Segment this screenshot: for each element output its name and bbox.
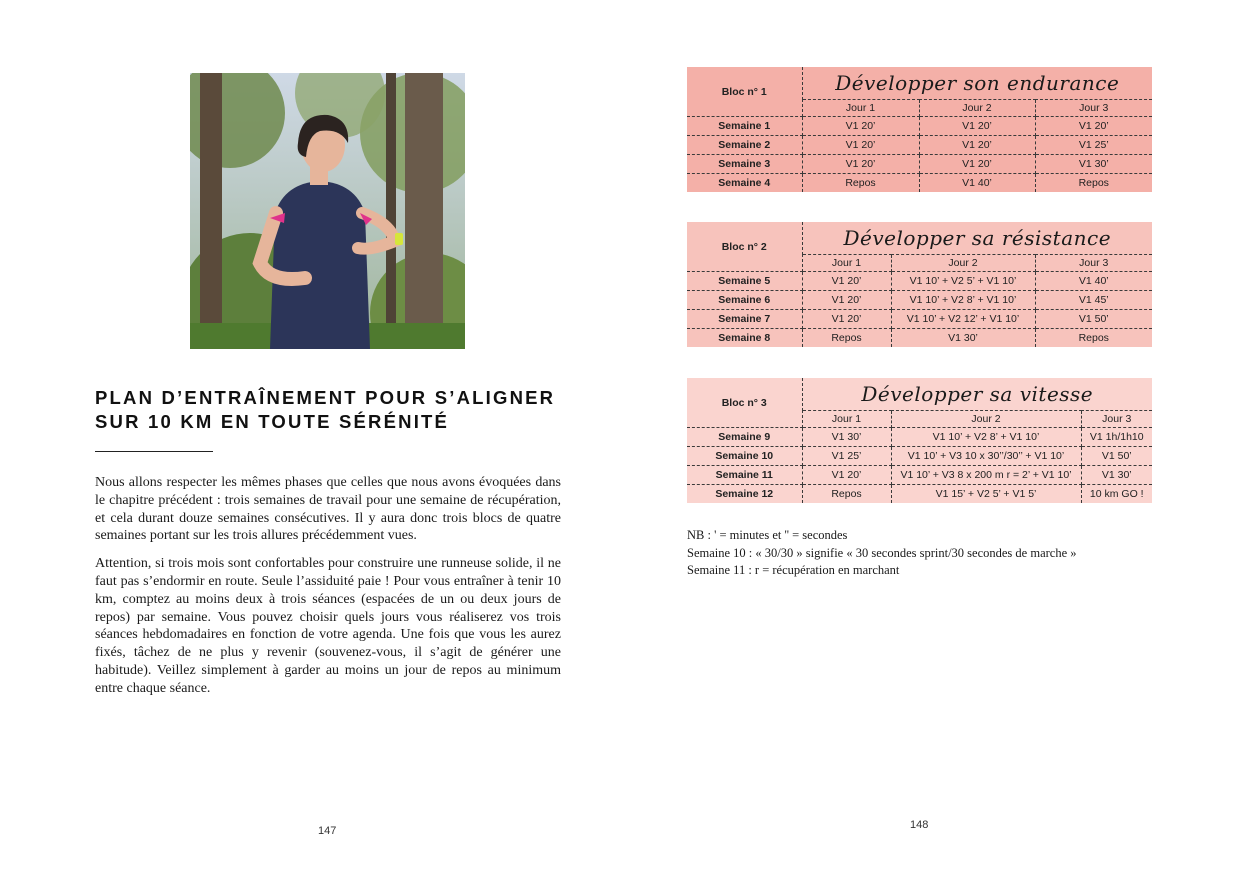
session-cell: V1 15’ + V2 5’ + V1 5’	[891, 485, 1081, 504]
day-header: Jour 3	[1081, 411, 1152, 428]
runner-photo	[190, 73, 465, 349]
session-cell: V1 45’	[1035, 291, 1152, 310]
title-line-1: PLAN D’ENTRAÎNEMENT POUR S’ALIGNER	[95, 387, 556, 408]
week-label: Semaine 9	[687, 428, 802, 447]
session-cell: V1 20’	[802, 291, 891, 310]
session-cell: V1 25’	[1035, 136, 1152, 155]
session-cell: V1 20’	[802, 272, 891, 291]
page-number-left: 147	[318, 825, 337, 837]
table-row	[687, 136, 1152, 155]
right-page	[625, 0, 1251, 871]
session-cell: V1 40’	[1035, 272, 1152, 291]
week-label: Semaine 7	[687, 310, 802, 329]
table-row	[687, 155, 1152, 174]
week-label: Semaine 12	[687, 485, 802, 504]
session-cell: V1 20’	[802, 310, 891, 329]
training-table-bloc-2	[687, 222, 1152, 347]
bloc-label: Bloc n° 1	[687, 67, 802, 117]
table-row	[687, 447, 1152, 466]
session-cell: V1 20’	[802, 155, 919, 174]
runner-photo-illustration	[190, 73, 465, 349]
week-label: Semaine 4	[687, 174, 802, 193]
paragraph-2: Attention, si trois mois sont confortables pour construire une runneuse solide, il ne faut pas s’endormir en route. Seule l’assiduité paie ! Pour vous entraîner à tenir 10 km, comptez au moins deux à trois séances (espacées de un ou deux jours de repos) par semaine. Vous pouvez choisir quels jours vous réaliserez vos trois séances hebdomadaires en fonction de votre agenda. Une fois que vous les aurez fixés, tâchez de ne plus y revenir (souvenez-vous, il s’agit de générer une habitude). Veillez simplement à garder au moins un jour de repos au minimum entre chaque séance.	[95, 556, 561, 696]
session-cell: V1 50’	[1081, 447, 1152, 466]
table-notes	[687, 527, 1207, 580]
day-header: Jour 1	[802, 100, 919, 117]
title-underline	[95, 451, 213, 452]
session-cell: V1 1h/1h10	[1081, 428, 1152, 447]
day-header: Jour 2	[919, 100, 1035, 117]
day-header: Jour 3	[1035, 255, 1152, 272]
session-cell: V1 10’ + V2 8’ + V1 10’	[891, 428, 1081, 447]
table-row	[687, 310, 1152, 329]
table-row	[687, 466, 1152, 485]
bloc-headline: Développer sa résistance	[802, 222, 1152, 255]
session-cell: Repos	[802, 329, 891, 348]
bloc-headline: Développer sa vitesse	[802, 378, 1152, 411]
title-line-2: SUR 10 KM EN TOUTE SÉRÉNITÉ	[95, 411, 450, 432]
note-line: Semaine 11 : r = récupération en marchant	[687, 563, 900, 577]
week-label: Semaine 1	[687, 117, 802, 136]
week-label: Semaine 2	[687, 136, 802, 155]
session-cell: V1 30’	[891, 329, 1035, 348]
body-text	[95, 474, 561, 708]
session-cell: V1 40’	[919, 174, 1035, 193]
session-cell: 10 km GO !	[1081, 485, 1152, 504]
week-label: Semaine 3	[687, 155, 802, 174]
session-cell: Repos	[802, 174, 919, 193]
session-cell: V1 30’	[802, 428, 891, 447]
table-row	[687, 174, 1152, 193]
week-label: Semaine 10	[687, 447, 802, 466]
session-cell: V1 20’	[802, 117, 919, 136]
day-header: Jour 3	[1035, 100, 1152, 117]
day-header: Jour 2	[891, 255, 1035, 272]
training-table-bloc-1	[687, 67, 1152, 192]
session-cell: V1 30’	[1081, 466, 1152, 485]
week-label: Semaine 11	[687, 466, 802, 485]
left-page	[0, 0, 625, 871]
table-row	[687, 329, 1152, 348]
note-line: NB : ' = minutes et '' = secondes	[687, 528, 848, 542]
bloc-headline: Développer son endurance	[802, 67, 1152, 100]
table-row	[687, 485, 1152, 504]
session-cell: Repos	[1035, 329, 1152, 348]
page-number-right: 148	[910, 819, 929, 831]
day-header: Jour 2	[891, 411, 1081, 428]
page-title	[95, 386, 565, 434]
session-cell: V1 10’ + V3 8 x 200 m r = 2’ + V1 10’	[891, 466, 1081, 485]
session-cell: V1 50’	[1035, 310, 1152, 329]
paragraph-1: Nous allons respecter les mêmes phases que celles que nous avons évoquées dans le chapitre précédent : trois semaines de travail pour une semaine de récupération, et cela durant douze semaines consécutives. Il y aura donc trois blocs de quatre semaines portant sur les trois allures précédemment vues.	[95, 475, 561, 544]
week-label: Semaine 5	[687, 272, 802, 291]
table-row	[687, 291, 1152, 310]
session-cell: V1 25’	[802, 447, 891, 466]
session-cell: V1 10’ + V2 5’ + V1 10’	[891, 272, 1035, 291]
table-row	[687, 117, 1152, 136]
bloc-label: Bloc n° 3	[687, 378, 802, 428]
session-cell: V1 20’	[802, 466, 891, 485]
session-cell: V1 10’ + V3 10 x 30’’/30’’ + V1 10’	[891, 447, 1081, 466]
session-cell: V1 10’ + V2 8’ + V1 10’	[891, 291, 1035, 310]
session-cell: V1 20’	[802, 136, 919, 155]
day-header: Jour 1	[802, 255, 891, 272]
session-cell: V1 20’	[919, 136, 1035, 155]
session-cell: Repos	[802, 485, 891, 504]
week-label: Semaine 6	[687, 291, 802, 310]
bloc-label: Bloc n° 2	[687, 222, 802, 272]
session-cell: Repos	[1035, 174, 1152, 193]
table-row	[687, 272, 1152, 291]
session-cell: V1 30’	[1035, 155, 1152, 174]
note-line: Semaine 10 : « 30/30 » signifie « 30 secondes sprint/30 secondes de marche »	[687, 545, 1077, 560]
training-table-bloc-3	[687, 378, 1152, 503]
session-cell: V1 20’	[919, 117, 1035, 136]
week-label: Semaine 8	[687, 329, 802, 348]
session-cell: V1 10’ + V2 12’ + V1 10’	[891, 310, 1035, 329]
day-header: Jour 1	[802, 411, 891, 428]
table-row	[687, 428, 1152, 447]
session-cell: V1 20’	[1035, 117, 1152, 136]
session-cell: V1 20’	[919, 155, 1035, 174]
